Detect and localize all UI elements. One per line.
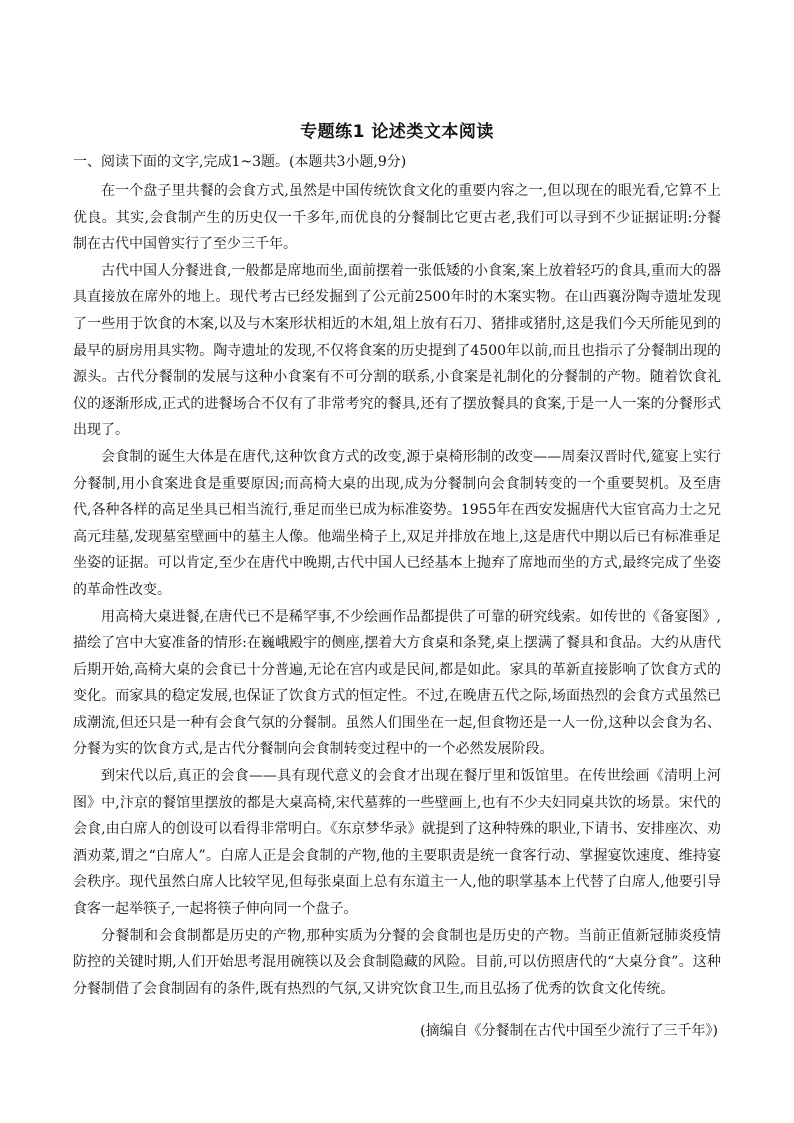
article-body — [73, 178, 721, 1002]
paragraph: 在一个盘子里共餐的会食方式,虽然是中国传统饮食文化的重要内容之一,但以现在的眼光看,它算不上优良。其实,会食制产生的历史仅一千多年,而优良的分餐制比它更古老,我们可以寻到不少证据证明:分餐制在古代中国曾实行了至少三千年。 — [73, 183, 721, 253]
paragraph: 分餐制和会食制都是历史的产物,那种实质为分餐的会食制也是历史的产物。当前正值新冠肺炎疫情防控的关键时期,人们开始思考混用碗筷以及会食制隐藏的风险。目前,可以仿照唐代的“大桌分食”。这种分餐制借了会食制固有的条件,既有热烈的气氛,又讲究饮食卫生,而且弘扬了优秀的饮食文化传统。 — [73, 927, 721, 997]
paragraph: 会食制的诞生大体是在唐代,这种饮食方式的改变,源于桌椅形制的改变——周秦汉晋时代,筵宴上实行分餐制,用小食案进食是重要原因;而高椅大桌的出现,成为分餐制向会食制转变的一个重要契机。及至唐代,各种各样的高足坐具已相当流行,垂足而坐已成为标准姿势。1955年在西安发掘唐代大宦官高力士之兄高元珪墓,发现墓室壁画中的墓主人像。他端坐椅子上,双足并排放在地上,这是唐代中期以后已有标准垂足坐姿的证据。可以肯定,至少在唐代中晚期,古代中国人已经基本上抛弃了席地而坐的方式,最终完成了坐姿的革命性改变。 — [73, 448, 721, 598]
paragraph: 用高椅大桌进餐,在唐代已不是稀罕事,不少绘画作品都提供了可靠的研究线索。如传世的《备宴图》,描绘了宫中大宴准备的情形:在巍峨殿宇的侧座,摆着大方食桌和条凳,桌上摆满了餐具和食品。大约从唐代后期开始,高椅大桌的会食已十分普遍,无论在宫内或是民间,都是如此。家具的革新直接影响了饮食方式的变化。而家具的稳定发展,也保证了饮食方式的恒定性。不过,在晚唐五代之际,场面热烈的会食方式虽然已成潮流,但还只是一种有会食气氛的分餐制。虽然人们围坐在一起,但食物还是一人一份,这种以会食为名、分餐为实的饮食方式,是古代分餐制向会食制转变过程中的一个必然发展阶段。 — [73, 608, 721, 758]
section-heading: 一、阅读下面的文字,完成1~3题。(本题共3小题,9分) — [73, 154, 407, 170]
source-citation: (摘编自《分餐制在古代中国至少流行了三千年》) — [420, 1023, 718, 1039]
paragraph: 古代中国人分餐进食,一般都是席地而坐,面前摆着一张低矮的小食案,案上放着轻巧的食具,重而大的器具直接放在席外的地上。现代考古已经发掘到了公元前2500年时的木案实物。在山西襄汾陶寺遗址发现了一些用于饮食的木案,以及与木案形状相近的木俎,俎上放有石刀、猪排或猪肘,这是我们今天所能见到的最早的厨房用具实物。陶寺遗址的发现,不仅将食案的历史提到了4500年以前,而且也指示了分餐制出现的源头。古代分餐制的发展与这种小食案有不可分割的联系,小食案是礼制化的分餐制的产物。随着饮食礼仪的逐渐形成,正式的进餐场合不仅有了非常考究的餐具,还有了摆放餐具的食案,于是一人一案的分餐形式出现了。 — [73, 262, 721, 439]
paragraph: 到宋代以后,真正的会食——具有现代意义的会食才出现在餐厅里和饭馆里。在传世绘画《清明上河图》中,汴京的餐馆里摆放的都是大桌高椅,宋代墓葬的一些壁画上,也有不少夫妇同桌共饮的场景。宋代的会食,由白席人的创设可以看得非常明白。《东京梦华录》就提到了这种特殊的职业,下请书、安排座次、劝酒劝菜,谓之“白席人”。白席人正是会食制的产物,他的主要职责是统一食客行动、掌握宴饮速度、维持宴会秩序。现代虽然白席人比较罕见,但每张桌面上总有东道主一人,他的职掌基本上代替了白席人,他要引导食客一起举筷子,一起将筷子伸向同一个盘子。 — [73, 768, 721, 918]
page-title: 专题练1 论述类文本阅读 — [300, 122, 494, 142]
